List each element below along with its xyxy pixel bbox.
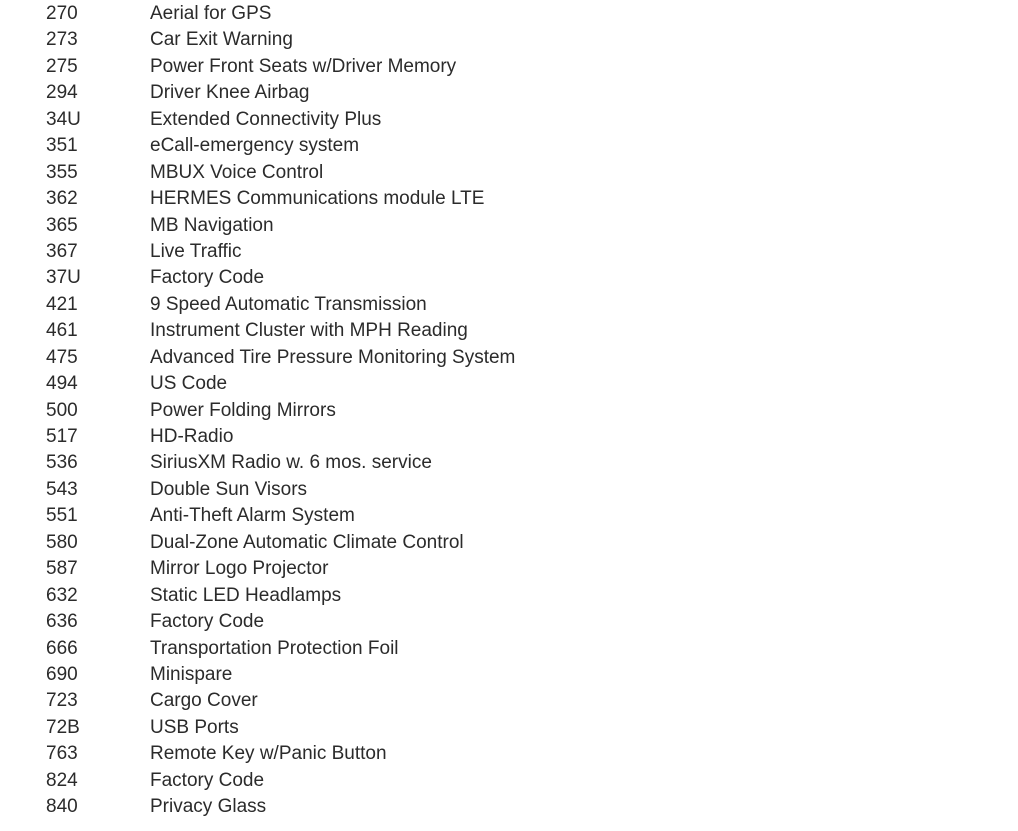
option-code: 580: [46, 531, 78, 553]
option-code: 294: [46, 82, 78, 104]
option-description: SiriusXM Radio w. 6 mos. service: [150, 452, 432, 474]
option-row: [0, 213, 1018, 239]
option-row: [0, 424, 1018, 450]
option-description: Power Folding Mirrors: [150, 399, 336, 421]
option-description: Static LED Headlamps: [150, 584, 342, 606]
option-row: [0, 265, 1018, 291]
option-description: Live Traffic: [150, 240, 242, 262]
option-code: 351: [46, 135, 78, 157]
option-row: [0, 556, 1018, 582]
option-code: 551: [46, 505, 78, 527]
option-description: Minispare: [150, 663, 233, 685]
option-description: Double Sun Visors: [150, 478, 308, 500]
option-code-list: [0, 1, 1018, 821]
option-description: Car Exit Warning: [150, 29, 293, 51]
option-description: Factory Code: [150, 267, 265, 289]
option-code: 275: [46, 55, 78, 77]
option-description: Transportation Protection Foil: [150, 637, 399, 659]
option-row: [0, 318, 1018, 344]
option-code: 365: [46, 214, 78, 236]
option-row: [0, 80, 1018, 106]
option-code: 543: [46, 478, 78, 500]
option-row: [0, 345, 1018, 371]
option-description: Driver Knee Airbag: [150, 82, 310, 104]
option-row: [0, 688, 1018, 714]
option-description: MB Navigation: [150, 214, 274, 236]
option-code: 840: [46, 796, 78, 818]
option-row: [0, 450, 1018, 476]
option-code: 37U: [46, 267, 81, 289]
option-description: Cargo Cover: [150, 690, 258, 712]
option-row: [0, 292, 1018, 318]
option-description: Mirror Logo Projector: [150, 558, 329, 580]
option-row: [0, 107, 1018, 133]
option-description: Factory Code: [150, 611, 265, 633]
option-description: MBUX Voice Control: [150, 161, 324, 183]
option-description: HERMES Communications module LTE: [150, 188, 485, 210]
option-code: 690: [46, 663, 78, 685]
option-code: 362: [46, 188, 78, 210]
option-code: 270: [46, 3, 78, 24]
option-row: [0, 794, 1018, 820]
option-description: Factory Code: [150, 769, 265, 791]
option-code: 500: [46, 399, 78, 421]
option-code: 824: [46, 769, 78, 791]
option-description: Remote Key w/Panic Button: [150, 743, 387, 765]
option-description: Dual-Zone Automatic Climate Control: [150, 531, 464, 553]
option-row: [0, 54, 1018, 80]
option-row: [0, 609, 1018, 635]
option-code: 475: [46, 346, 78, 368]
option-row: [0, 160, 1018, 186]
option-code: 421: [46, 293, 78, 315]
option-row: [0, 398, 1018, 424]
option-row: [0, 503, 1018, 529]
option-code: 636: [46, 611, 78, 633]
option-code: 461: [46, 320, 78, 342]
option-code: 723: [46, 690, 78, 712]
option-row: [0, 715, 1018, 741]
option-code: 367: [46, 240, 78, 262]
option-code: 763: [46, 743, 78, 765]
option-row: [0, 371, 1018, 397]
option-row: [0, 662, 1018, 688]
option-description: USB Ports: [150, 716, 239, 738]
option-code: 517: [46, 426, 78, 447]
option-description: Instrument Cluster with MPH Reading: [150, 320, 468, 342]
option-code: 632: [46, 584, 78, 606]
option-code: 355: [46, 161, 78, 183]
option-row: [0, 530, 1018, 556]
option-code: 536: [46, 452, 78, 474]
option-row: [0, 477, 1018, 503]
option-description: 9 Speed Automatic Transmission: [150, 293, 427, 315]
option-description: Extended Connectivity Plus: [150, 108, 382, 130]
option-description: US Code: [150, 373, 228, 395]
option-description: Anti-Theft Alarm System: [150, 505, 355, 527]
option-description: Aerial for GPS: [150, 3, 272, 24]
option-description: HD-Radio: [150, 426, 234, 447]
option-row: [0, 741, 1018, 767]
option-code: 494: [46, 373, 78, 395]
option-row: [0, 636, 1018, 662]
option-description: Privacy Glass: [150, 796, 267, 818]
option-code: 34U: [46, 108, 81, 130]
option-code: 587: [46, 558, 78, 580]
option-description: eCall-emergency system: [150, 135, 360, 157]
option-row: [0, 239, 1018, 265]
option-row: [0, 768, 1018, 794]
option-row: [0, 27, 1018, 53]
option-code: 273: [46, 29, 78, 51]
option-code: 666: [46, 637, 78, 659]
option-row: [0, 583, 1018, 609]
option-description: Power Front Seats w/Driver Memory: [150, 55, 457, 77]
option-row: [0, 1, 1018, 27]
option-row: [0, 186, 1018, 212]
option-description: Advanced Tire Pressure Monitoring System: [150, 346, 516, 368]
option-row: [0, 133, 1018, 159]
option-code: 72B: [46, 716, 80, 738]
